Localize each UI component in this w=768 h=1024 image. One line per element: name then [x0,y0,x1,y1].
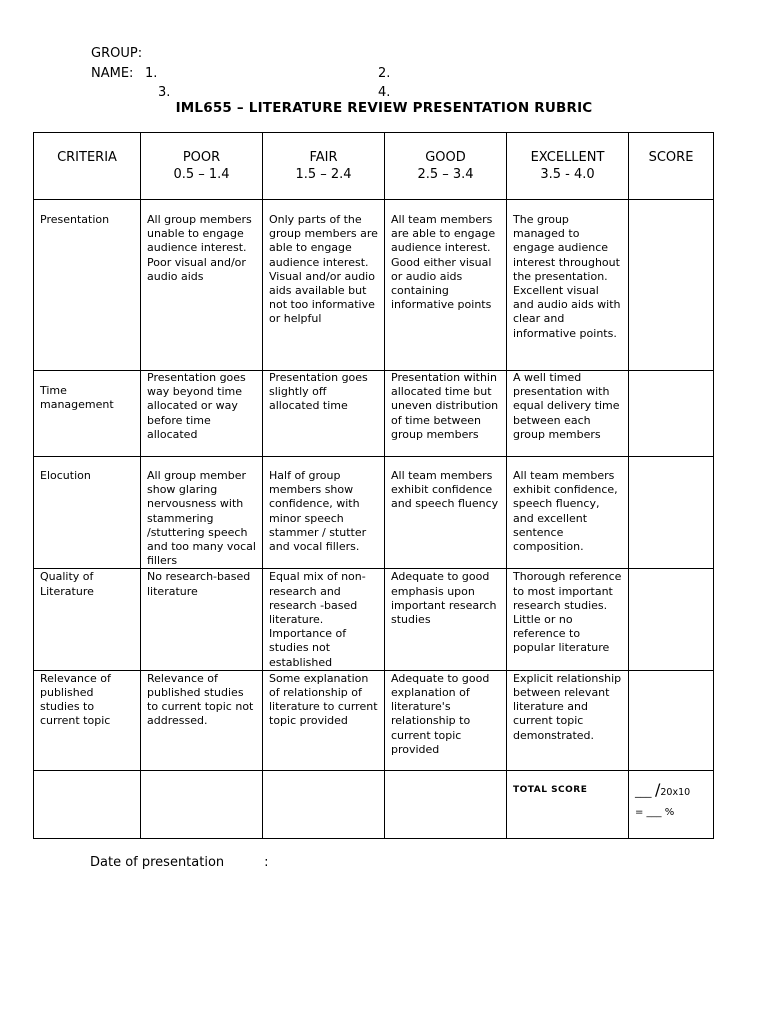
header-row [34,133,714,200]
name-label: NAME: [91,66,134,81]
criteria-cell: Quality of Literature [34,569,141,670]
member-4-label: 4. [378,85,391,100]
score-cell[interactable] [629,457,714,569]
excellent-cell: Thorough reference to most important research studies. Little or no reference to popular literature [507,569,629,670]
empty-cell [141,770,263,838]
score-cell[interactable] [629,371,714,457]
member-2-label: 2. [378,66,391,81]
total-score-cell[interactable] [629,770,714,838]
criteria-cell: Relevance of published studies to current topic [34,670,141,770]
table-row [34,200,714,371]
fair-cell: Some explanation of relationship of literature to current topic provided [263,670,385,770]
table-row [34,457,714,569]
poor-cell: All group members unable to engage audience interest. Poor visual and/or audio aids [141,200,263,371]
poor-cell: No research-based literature [141,569,263,670]
header-criteria: CRITERIA [34,133,141,200]
score-cell[interactable] [629,670,714,770]
excellent-cell: A well timed presentation with equal delivery time between each group members [507,371,629,457]
excellent-cell: Explicit relationship between relevant literature and current topic demonstrated. [507,670,629,770]
total-label-cell [507,770,629,838]
group-label: GROUP: [91,46,143,61]
total-score-label: TOTAL SCORE [513,784,588,795]
header-score: SCORE [629,133,714,200]
fair-cell: Equal mix of non-research and research -based literature. Importance of studies not established [263,569,385,670]
empty-cell [34,770,141,838]
header-excellent: EXCELLENT 3.5 - 4.0 [507,133,629,200]
empty-cell [385,770,507,838]
score-cell[interactable] [629,569,714,670]
poor-cell: Presentation goes way beyond time allocated or way before time allocated [141,371,263,457]
poor-cell: Relevance of published studies to current topic not addressed. [141,670,263,770]
total-score-percent: = ___ % [635,807,675,819]
criteria-cell: Presentation [34,200,141,371]
fair-cell: Presentation goes slightly off allocated time [263,371,385,457]
score-cell[interactable] [629,200,714,371]
member-3-label: 3. [158,85,171,100]
good-cell: All team members are able to engage audience interest. Good either visual or audio aids containing informative points [385,200,507,371]
criteria-cell: Elocution [34,457,141,569]
good-cell: Presentation within allocated time but uneven distribution of time between group members [385,371,507,457]
table-row [34,670,714,770]
excellent-cell: The group managed to engage audience interest throughout the presentation. Excellent visual and audio aids with clear and informative points. [507,200,629,371]
header-poor: POOR 0.5 – 1.4 [141,133,263,200]
header-fair: FAIR 1.5 – 2.4 [263,133,385,200]
good-cell: All team members exhibit confidence and speech fluency [385,457,507,569]
table-row [34,569,714,670]
date-of-presentation-label: Date of presentation : [90,855,269,870]
page-title: IML655 – LITERATURE REVIEW PRESENTATION RUBRIC [175,100,593,116]
fair-cell: Half of group members show confidence, with minor speech stammer / stutter and vocal fillers. [263,457,385,569]
empty-cell [263,770,385,838]
criteria-cell: Time management [34,371,141,457]
good-cell: Adequate to good emphasis upon important research studies [385,569,507,670]
table-row [34,371,714,457]
excellent-cell: All team members exhibit confidence, speech fluency, and excellent sentence composition. [507,457,629,569]
rubric-table [33,132,714,839]
poor-cell: All group member show glaring nervousness with stammering /stuttering speech and too many vocal fillers [141,457,263,569]
fair-cell: Only parts of the group members are able to engage audience interest. Visual and/or audio aids available but not too informative or helpful [263,200,385,371]
total-score-fraction: ___ /20x10 [635,779,691,799]
member-1-label: 1. [145,66,158,81]
header-good: GOOD 2.5 – 3.4 [385,133,507,200]
total-row [34,770,714,838]
good-cell: Adequate to good explanation of literature's relationship to current topic provided [385,670,507,770]
